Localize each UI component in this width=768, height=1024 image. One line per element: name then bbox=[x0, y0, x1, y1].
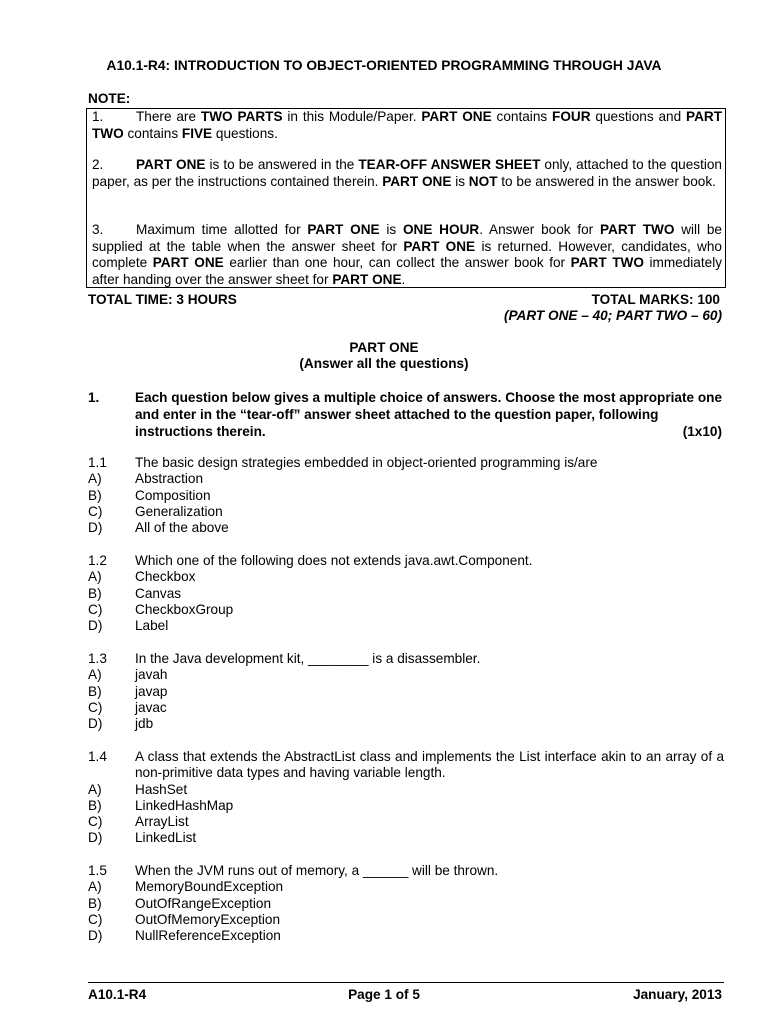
sub-question-number: 1.1 bbox=[88, 455, 107, 470]
marks-split: (PART ONE – 40; PART TWO – 60) bbox=[503, 308, 722, 323]
option: A) Abstraction bbox=[88, 471, 204, 487]
option: C) OutOfMemoryException bbox=[88, 911, 281, 927]
part-heading: PART ONE bbox=[349, 340, 419, 355]
footer-date: January, 2013 bbox=[633, 987, 722, 1002]
total-marks: TOTAL MARKS: 100 bbox=[591, 292, 720, 307]
question-marks: (1x10) bbox=[682, 424, 722, 439]
note-item-2: 2. PART ONE is to be answered in the TEAR-OFF ANSWER SHEET only, attached to the question paper, as per the instructions contained therein. PART ONE is NOT to be answered in the answer book. bbox=[92, 157, 722, 189]
option: A) Checkbox bbox=[88, 569, 196, 585]
option: D) LinkedList bbox=[88, 830, 197, 846]
option: A) HashSet bbox=[88, 781, 188, 797]
option: B) Composition bbox=[88, 487, 211, 503]
question-number: 1. bbox=[88, 390, 100, 405]
footer-code: A10.1-R4 bbox=[88, 987, 147, 1002]
option: B) javap bbox=[88, 683, 168, 699]
sub-question-text: In the Java development kit, ________ is a disassembler. bbox=[135, 651, 481, 666]
option: A) javah bbox=[88, 667, 168, 683]
option: B) LinkedHashMap bbox=[88, 797, 234, 813]
sub-question-number: 1.4 bbox=[88, 749, 107, 764]
note-item-1: 1. There are TWO PARTS in this Module/Paper. PART ONE contains FOUR questions and PART TWO contains FIVE questions. bbox=[92, 109, 723, 141]
sub-question-1-3 bbox=[88, 651, 724, 732]
total-time: TOTAL TIME: 3 HOURS bbox=[88, 292, 237, 307]
question-1 bbox=[88, 389, 722, 440]
footer-page-number: Page 1 of 5 bbox=[348, 987, 420, 1002]
sub-question-1-4 bbox=[88, 749, 724, 847]
option: D) Label bbox=[88, 618, 169, 634]
option: D) NullReferenceException bbox=[88, 928, 281, 944]
option: D) All of the above bbox=[88, 520, 229, 536]
option: C) javac bbox=[88, 699, 167, 715]
part-subheading: (Answer all the questions) bbox=[299, 356, 469, 371]
sub-question-1-2 bbox=[88, 553, 724, 634]
option: B) OutOfRangeException bbox=[88, 895, 272, 911]
note-label: NOTE: bbox=[88, 91, 131, 106]
footer-divider bbox=[88, 982, 724, 983]
sub-question-text: The basic design strategies embedded in object-oriented programming is/are bbox=[135, 455, 598, 470]
sub-question-1-5 bbox=[88, 863, 724, 944]
question-instruction: Each question below gives a multiple choice of answers. Choose the most appropriate one and enter in the “tear-off” answer sheet attached to the question paper, following bbox=[135, 390, 722, 422]
option: D) jdb bbox=[88, 716, 154, 732]
sub-question-text: When the JVM runs out of memory, a ______ will be thrown. bbox=[135, 863, 499, 878]
option: C) ArrayList bbox=[88, 814, 189, 830]
sub-question-text: A class that extends the AbstractList class and implements the List interface akin to an array of a non-primitive data types and having variable length. bbox=[135, 749, 724, 781]
option: B) Canvas bbox=[88, 585, 182, 601]
note-number: 3. bbox=[92, 222, 104, 237]
sub-question-text: Which one of the following does not extends java.awt.Component. bbox=[135, 553, 533, 568]
sub-question-number: 1.3 bbox=[88, 651, 107, 666]
option: C) CheckboxGroup bbox=[88, 601, 234, 617]
option: C) Generalization bbox=[88, 503, 223, 519]
option: A) MemoryBoundException bbox=[88, 879, 284, 895]
sub-question-number: 1.5 bbox=[88, 863, 107, 878]
paper-title: A10.1-R4: INTRODUCTION TO OBJECT-ORIENTED PROGRAMMING THROUGH JAVA bbox=[106, 58, 662, 73]
note-item-3: 3. Maximum time allotted for PART ONE is ONE HOUR. Answer book for PART TWO will be supplied at the table when the answer sheet for PART ONE is returned. However, candidates, who complete PART ONE earlier than one hour, can collect the answer book for PART TWO immediately after handing over the answer sheet for PART ONE. bbox=[92, 222, 723, 287]
note-number: 2. bbox=[92, 157, 104, 172]
sub-question-number: 1.2 bbox=[88, 553, 107, 568]
question-instruction-end: instructions therein. bbox=[135, 424, 266, 439]
sub-question-1-1 bbox=[88, 455, 724, 536]
note-number: 1. bbox=[92, 109, 104, 124]
